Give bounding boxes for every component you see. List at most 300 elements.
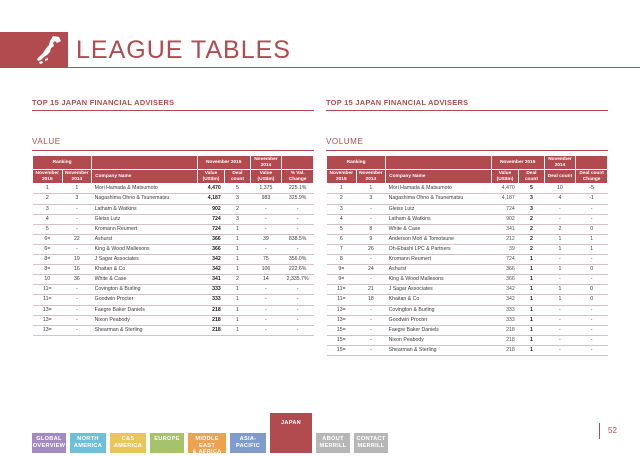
rank-2014-cell: 3 [62, 194, 92, 204]
rank-2014-cell: 8 [356, 224, 386, 234]
section-rule [326, 110, 608, 111]
prior-cell: 1,375 [250, 184, 282, 194]
change-cell: 222.6% [282, 265, 314, 275]
company-cell: Gleiss Lutz [386, 204, 492, 214]
count-cell: 1 [519, 295, 544, 305]
table-row [327, 285, 608, 295]
page-title: LEAGUE TABLES [76, 36, 291, 64]
rank-2015-cell: 13= [33, 305, 63, 315]
table-row [33, 285, 314, 295]
count-cell: 1 [519, 255, 544, 265]
rank-2015-cell: 13= [33, 325, 63, 335]
table-row [327, 325, 608, 335]
count-cell: 3 [519, 194, 544, 204]
count-cell: 2 [519, 234, 544, 244]
table-row [327, 244, 608, 254]
table-row [33, 234, 314, 244]
table-row [33, 214, 314, 224]
rank-2014-cell: - [356, 305, 386, 315]
company-cell: Goodwin Procter [386, 315, 492, 325]
rank-2015-cell: 6 [327, 234, 357, 244]
change-cell: 0 [576, 295, 608, 305]
count-cell: 1 [225, 325, 250, 335]
nav-tab-label: AMERICA [113, 442, 143, 449]
rank-2015-cell: 1 [33, 184, 63, 194]
company-cell: Nagashima Ohno & Tsunematsu [386, 194, 492, 204]
company-cell: Faegre Baker Daniels [92, 305, 198, 315]
company-cell: Goodwin Procter [92, 295, 198, 305]
change-cell: 225.1% [282, 184, 314, 194]
change-cell: 0 [576, 224, 608, 234]
change-cell: - [576, 305, 608, 315]
change-cell: 2,335.7% [282, 275, 314, 285]
rank-2015-cell: 3 [327, 204, 357, 214]
company-cell: Ashurst [386, 265, 492, 275]
change-cell: - [576, 325, 608, 335]
count-cell: 1 [519, 305, 544, 315]
change-cell: 1 [576, 244, 608, 254]
value-cell: 218 [491, 345, 518, 355]
prior-cell: - [250, 325, 282, 335]
rank-2014-cell: - [62, 224, 92, 234]
value-cell: 39 [491, 244, 518, 254]
prior-cell: 10 [544, 184, 576, 194]
count-cell: 1 [519, 285, 544, 295]
change-cell: - [282, 295, 314, 305]
count-cell: 3 [225, 194, 250, 204]
count-cell: 1 [519, 275, 544, 285]
rank-2015-cell: 11= [33, 285, 63, 295]
value-panel [32, 98, 314, 336]
prior-cell: 1 [544, 295, 576, 305]
nav-tab-label: OVERVIEW [32, 442, 66, 449]
change-cell: - [576, 315, 608, 325]
rank-2015-cell: 11= [327, 285, 357, 295]
nav-tab-label: AMERICA [73, 442, 103, 449]
nav-tab-asia[interactable] [230, 433, 266, 453]
value-cell: 342 [197, 265, 224, 275]
nov2014-rank-header: November 2014 [62, 170, 92, 184]
table-row [327, 335, 608, 345]
change-header: % Val. Change [282, 170, 314, 184]
company-cell: Anderson Mori & Tomotsune [386, 234, 492, 244]
count-cell: 1 [519, 345, 544, 355]
prior-cell: - [250, 305, 282, 315]
nav-tab-label: JAPAN [280, 420, 302, 426]
rank-2014-cell: 18 [356, 295, 386, 305]
prior-cell: 39 [250, 234, 282, 244]
rank-2015-cell: 8 [327, 255, 357, 265]
count-cell: 1 [225, 305, 250, 315]
table-row [327, 224, 608, 234]
value-cell: 333 [197, 295, 224, 305]
rank-2015-cell: 9= [327, 275, 357, 285]
japan-map-icon [34, 34, 64, 66]
company-cell: Kromann Reumert [92, 224, 198, 234]
table-row [327, 214, 608, 224]
rank-2014-cell: 16 [62, 265, 92, 275]
page-banner [0, 32, 640, 68]
count-cell: 2 [225, 275, 250, 285]
rank-2014-cell: - [62, 214, 92, 224]
rank-2014-cell: 24 [356, 265, 386, 275]
value-subtitle: VALUE [32, 137, 61, 146]
table-row [327, 194, 608, 204]
count-cell: 1 [519, 335, 544, 345]
ranking-header: Ranking [327, 156, 386, 170]
table-row [33, 255, 314, 265]
value-cell: 333 [197, 285, 224, 295]
count-cell: 1 [225, 315, 250, 325]
nav-tab-label: PACIFIC [235, 442, 261, 449]
change-cell: - [576, 204, 608, 214]
change-cell: - [282, 244, 314, 254]
prior-cell: - [544, 315, 576, 325]
subtitle-rule [326, 150, 608, 151]
value-cell: 4,187 [197, 194, 224, 204]
company-cell: J Sagar Associates [386, 285, 492, 295]
rank-2015-cell: 6= [33, 244, 63, 254]
table-row [33, 184, 314, 194]
prior-cell: 983 [250, 194, 282, 204]
nav-tab-label: MERRILL [357, 442, 385, 449]
value-cell: 342 [491, 295, 518, 305]
company-cell: Shearman & Sterling [386, 345, 492, 355]
value-cell: 366 [491, 275, 518, 285]
count-cell: 5 [225, 184, 250, 194]
company-cell: Shearman & Sterling [92, 325, 198, 335]
nav-tab-about[interactable] [316, 433, 350, 453]
rank-2015-cell: 4 [327, 214, 357, 224]
company-cell: Covington & Burling [92, 285, 198, 295]
value-cell: 218 [491, 325, 518, 335]
nav-tab-label: ABOUT [322, 436, 344, 442]
value-cell: 341 [197, 275, 224, 285]
rank-2015-cell: 4 [33, 214, 63, 224]
prior-cell: 4 [544, 194, 576, 204]
banner-rule [68, 67, 640, 68]
value-cell: 333 [491, 305, 518, 315]
rank-2015-cell: 8= [33, 255, 63, 265]
value-cell: 4,470 [491, 184, 518, 194]
rank-2015-cell: 13= [33, 315, 63, 325]
nav-tab-north[interactable] [70, 433, 106, 453]
value-cell: 902 [491, 214, 518, 224]
value-cell: 724 [197, 224, 224, 234]
company-cell: Kromann Reumert [386, 255, 492, 265]
rank-2014-cell: - [356, 325, 386, 335]
count-header: Deal count [225, 170, 250, 184]
nav-tab-label: NORTH [77, 436, 99, 442]
rank-2014-cell: 1 [62, 184, 92, 194]
prior-cell: 75 [250, 255, 282, 265]
prior-cell: - [250, 224, 282, 234]
prior-cell: 1 [544, 265, 576, 275]
rank-2014-cell: - [356, 315, 386, 325]
rank-2015-cell: 5 [33, 224, 63, 234]
prior-cell: - [250, 295, 282, 305]
company-header: Company Name [92, 170, 198, 184]
change-cell: - [282, 214, 314, 224]
rank-2015-cell: 9= [327, 265, 357, 275]
company-cell: J Sagar Associates [92, 255, 198, 265]
count-cell: 1 [519, 265, 544, 275]
rank-2015-cell: 2 [327, 194, 357, 204]
company-cell: Khaitan & Co [92, 265, 198, 275]
count-cell: 1 [225, 255, 250, 265]
table-row [33, 204, 314, 214]
rank-2014-cell: - [62, 285, 92, 295]
rank-2014-cell: - [62, 325, 92, 335]
nav-tab-contact[interactable] [354, 433, 388, 453]
change-cell: 356.0% [282, 255, 314, 265]
table-row [327, 184, 608, 194]
change-header: Deal count Change [576, 170, 608, 184]
table-row [327, 345, 608, 355]
rank-2014-cell: - [62, 204, 92, 214]
nov2015-rank-header: November 2015 [33, 170, 63, 184]
change-cell: - [576, 275, 608, 285]
nov2015-header: November 2015 [491, 156, 544, 170]
change-cell: 1 [576, 234, 608, 244]
table-row [327, 265, 608, 275]
change-cell: -5 [576, 184, 608, 194]
count-cell: 1 [225, 234, 250, 244]
ranking-header: Ranking [33, 156, 92, 170]
count-cell: 1 [519, 315, 544, 325]
table-row [327, 255, 608, 265]
count-cell: 2 [225, 204, 250, 214]
count-cell: 1 [225, 224, 250, 234]
rank-2014-cell: 19 [62, 255, 92, 265]
rank-2014-cell: - [356, 204, 386, 214]
value-cell: 218 [197, 305, 224, 315]
company-cell: Nixon Peabody [92, 315, 198, 325]
nov2014-header: November 2014 [544, 156, 576, 170]
company-cell: Nagashima Ohno & Tsunematsu [92, 194, 198, 204]
table-row [327, 305, 608, 315]
value-cell: 4,187 [491, 194, 518, 204]
rank-2015-cell: 5 [327, 224, 357, 234]
value-header: Value (US$m) [491, 170, 518, 184]
prior-cell: - [250, 204, 282, 214]
rank-2014-cell: - [356, 255, 386, 265]
nav-tab-middle-east[interactable] [188, 433, 226, 456]
value-table [32, 155, 314, 336]
prior-cell: 1 [544, 285, 576, 295]
table-row [327, 315, 608, 325]
value-section-title: TOP 15 JAPAN FINANCIAL ADVISERS [32, 98, 175, 107]
company-cell: Latham & Watkins [92, 204, 198, 214]
change-cell: - [282, 204, 314, 214]
rank-2015-cell: 13= [327, 315, 357, 325]
rank-2015-cell: 2 [33, 194, 63, 204]
value-cell: 212 [491, 234, 518, 244]
rank-2014-cell: 36 [62, 275, 92, 285]
company-cell: Faegre Baker Daniels [386, 325, 492, 335]
value-cell: 902 [197, 204, 224, 214]
nav-tab-label: EUROPE [154, 436, 180, 442]
rank-2015-cell: 11= [33, 295, 63, 305]
change-cell: - [576, 255, 608, 265]
prior-cell: - [250, 285, 282, 295]
nav-tab-c-s[interactable] [110, 433, 146, 453]
nav-tab-europe[interactable] [150, 433, 184, 453]
subtitle-rule [32, 150, 314, 151]
nav-tab-label: & AFRICA [192, 449, 222, 456]
value-cell: 342 [197, 255, 224, 265]
count-cell: 1 [225, 244, 250, 254]
value-cell: 4,470 [197, 184, 224, 194]
count-cell: 1 [225, 265, 250, 275]
nav-tab-label: GLOBAL [36, 436, 62, 442]
company-cell: Nixon Peabody [386, 335, 492, 345]
value-cell: 366 [491, 265, 518, 275]
rank-2014-cell: - [356, 214, 386, 224]
change-cell: - [576, 335, 608, 345]
company-cell: Mori Hamada & Matsumoto [92, 184, 198, 194]
change-cell: 0 [576, 265, 608, 275]
prior-cell: - [544, 345, 576, 355]
count-cell: 2 [519, 214, 544, 224]
nov2015-header: November 2015 [197, 156, 250, 170]
table-row [33, 295, 314, 305]
nav-tab-japan[interactable] [270, 413, 312, 453]
value-cell: 218 [197, 315, 224, 325]
prior-cell: - [544, 325, 576, 335]
rank-2014-cell: - [62, 305, 92, 315]
prior-cell: 106 [250, 265, 282, 275]
value-cell: 724 [197, 214, 224, 224]
change-cell: 0 [576, 285, 608, 295]
rank-2014-cell: - [356, 335, 386, 345]
nav-tab-global[interactable] [32, 433, 66, 453]
page-number [599, 423, 640, 439]
prior-cell: - [250, 315, 282, 325]
count-cell: 3 [519, 204, 544, 214]
rank-2015-cell: 1 [327, 184, 357, 194]
value-cell: 333 [491, 315, 518, 325]
table-row [327, 295, 608, 305]
company-cell: Covington & Burling [386, 305, 492, 315]
rank-2014-cell: - [62, 244, 92, 254]
nov2014-header: November 2014 [250, 156, 282, 170]
change-cell: - [282, 305, 314, 315]
table-row [33, 305, 314, 315]
table-row [327, 275, 608, 285]
change-cell: - [576, 345, 608, 355]
company-cell: Ashurst [92, 234, 198, 244]
change-cell: - [282, 285, 314, 295]
count-cell: 1 [225, 295, 250, 305]
count-cell: 1 [225, 285, 250, 295]
nov2014-rank-header: November 2014 [356, 170, 386, 184]
rank-2014-cell: 1 [356, 184, 386, 194]
rank-2014-cell: 22 [62, 234, 92, 244]
rank-2015-cell: 8= [33, 265, 63, 275]
volume-section-title: TOP 15 JAPAN FINANCIAL ADVISERS [326, 98, 469, 107]
prior-cell: - [250, 244, 282, 254]
value2014-header: Value (US$m) [250, 170, 282, 184]
prior-cell: - [544, 275, 576, 285]
company-cell: King & Wood Mallesons [92, 244, 198, 254]
change-cell: - [576, 214, 608, 224]
company-cell: White & Case [386, 224, 492, 234]
table-row [33, 224, 314, 234]
nav-tab-label: ASIA- [239, 436, 257, 442]
change-cell: - [282, 315, 314, 325]
rank-2014-cell: - [356, 275, 386, 285]
nov2015-rank-header: November 2015 [327, 170, 357, 184]
count-cell: 1 [519, 325, 544, 335]
count-header: Deal count [519, 170, 544, 184]
change-cell: - [282, 224, 314, 234]
table-row [327, 234, 608, 244]
rank-2014-cell: - [62, 295, 92, 305]
count-cell: 5 [519, 184, 544, 194]
prior-cell: - [544, 305, 576, 315]
volume-table [326, 155, 608, 356]
value-cell: 218 [491, 335, 518, 345]
company-cell: King & Wood Mallesons [386, 275, 492, 285]
section-rule [32, 110, 314, 111]
rank-2015-cell: 15= [327, 335, 357, 345]
prior-cell: - [544, 255, 576, 265]
prior-cell: - [544, 214, 576, 224]
company-header: Company Name [386, 170, 492, 184]
value-cell: 724 [491, 204, 518, 214]
prior-cell: 1 [544, 244, 576, 254]
rank-2014-cell: 9 [356, 234, 386, 244]
company-cell: Khaitan & Co [386, 295, 492, 305]
nav-tab-label: MIDDLE EAST [195, 436, 219, 449]
value-cell: 341 [491, 224, 518, 234]
prior-cell: - [544, 204, 576, 214]
nav-tab-label: CONTACT [356, 436, 386, 442]
value-header: Value (US$m) [197, 170, 224, 184]
table-row [327, 204, 608, 214]
table-row [33, 325, 314, 335]
prior-cell: 2 [544, 224, 576, 234]
prior-cell: 1 [544, 234, 576, 244]
change-cell: 325.9% [282, 194, 314, 204]
value-cell: 724 [491, 255, 518, 265]
count-cell: 2 [519, 224, 544, 234]
rank-2015-cell: 15= [327, 345, 357, 355]
table-row [33, 275, 314, 285]
rank-2014-cell: - [356, 345, 386, 355]
value-cell: 342 [491, 285, 518, 295]
rank-2015-cell: 13= [327, 305, 357, 315]
rank-2015-cell: 3 [33, 204, 63, 214]
count-cell: 2 [519, 244, 544, 254]
company-cell: White & Case [92, 275, 198, 285]
rank-2015-cell: 6= [33, 234, 63, 244]
company-cell: Mori Hamada & Matsumoto [386, 184, 492, 194]
value-cell: 366 [197, 234, 224, 244]
page-number-text: 52 [608, 426, 617, 435]
table-row [33, 194, 314, 204]
table-row [33, 315, 314, 325]
rank-2014-cell: 3 [356, 194, 386, 204]
volume-subtitle: VOLUME [326, 137, 364, 146]
company-cell: Gleiss Lutz [92, 214, 198, 224]
prior-cell: - [250, 214, 282, 224]
company-cell: Latham & Watkins [386, 214, 492, 224]
table-row [33, 244, 314, 254]
change-cell: 838.5% [282, 234, 314, 244]
rank-2015-cell: 11= [327, 295, 357, 305]
